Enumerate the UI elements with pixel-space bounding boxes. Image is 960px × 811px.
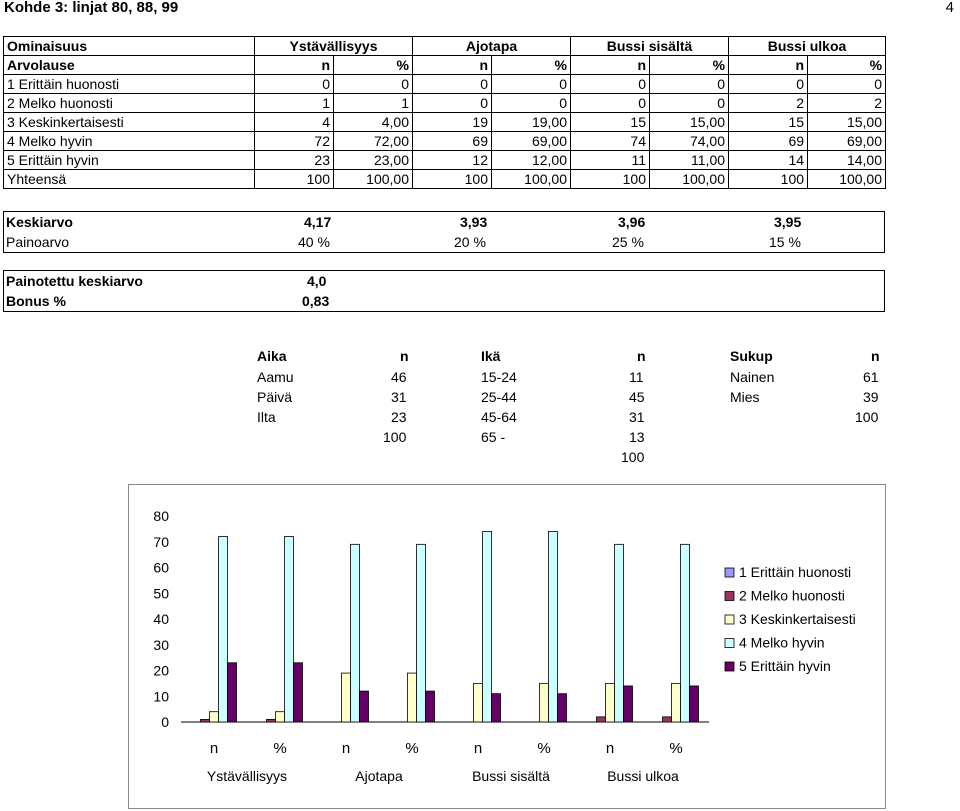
ika-value: 45 bbox=[629, 389, 645, 405]
table-cell: 11,00 bbox=[650, 151, 729, 170]
y-tick-label: 80 bbox=[153, 508, 169, 524]
table-header: Ominaisuus bbox=[4, 37, 255, 56]
legend-swatch bbox=[725, 592, 734, 601]
summary-box bbox=[3, 211, 885, 253]
table-row bbox=[4, 151, 886, 170]
ika-total: 100 bbox=[621, 449, 645, 465]
table-cell: 12,00 bbox=[492, 151, 571, 170]
table-cell: 74,00 bbox=[650, 132, 729, 151]
bar bbox=[690, 686, 699, 722]
y-tick-label: 60 bbox=[153, 559, 169, 576]
table-cell: 69 bbox=[413, 132, 492, 151]
keskiarvo-value: 4,17 bbox=[304, 214, 332, 230]
sukup-value: 39 bbox=[863, 389, 879, 405]
legend-label: 1 Erittäin huonosti bbox=[739, 564, 852, 580]
demographics bbox=[0, 348, 960, 468]
y-tick-label: 50 bbox=[153, 585, 169, 602]
results-table bbox=[3, 36, 886, 189]
y-tick-label: 20 bbox=[153, 662, 169, 679]
bar bbox=[408, 673, 417, 722]
table-cell: 72,00 bbox=[334, 132, 413, 151]
bar bbox=[681, 544, 690, 722]
bonus-label: Bonus % bbox=[6, 293, 66, 309]
bar bbox=[624, 686, 633, 722]
bar bbox=[474, 683, 483, 722]
weighted-box bbox=[3, 270, 885, 312]
table-cell: 1 bbox=[334, 94, 413, 113]
bar bbox=[492, 694, 501, 722]
legend-label: 5 Erittäin hyvin bbox=[739, 658, 831, 674]
bar bbox=[210, 712, 219, 722]
x-tick-label: % bbox=[537, 740, 551, 757]
table-cell: 2 bbox=[808, 94, 886, 113]
bar bbox=[267, 719, 276, 722]
table-cell: 4 bbox=[255, 113, 334, 132]
y-tick-label: 0 bbox=[161, 714, 169, 730]
bar bbox=[672, 683, 681, 722]
bar bbox=[351, 544, 360, 722]
table-row bbox=[4, 113, 886, 132]
painoarvo-value: 40 % bbox=[298, 234, 330, 250]
x-tick-label: % bbox=[405, 740, 419, 757]
aika-label: Päivä bbox=[257, 389, 293, 405]
table-subheader: n bbox=[413, 56, 492, 75]
table-cell: 100,00 bbox=[492, 170, 571, 189]
legend-label: 3 Keskinkertaisesti bbox=[739, 611, 856, 627]
table-header-row bbox=[4, 37, 886, 56]
ika-n-header: n bbox=[637, 348, 646, 364]
legend-swatch bbox=[725, 662, 734, 671]
keskiarvo-value: 3,96 bbox=[618, 214, 646, 230]
ika-value: 11 bbox=[629, 369, 644, 385]
aika-total: 100 bbox=[383, 429, 407, 445]
aika-value: 23 bbox=[391, 409, 407, 425]
bar bbox=[360, 691, 369, 722]
x-tick-label: n bbox=[341, 740, 351, 757]
sukup-n-header: n bbox=[871, 348, 880, 364]
group-label: Bussi ulkoa bbox=[607, 768, 679, 784]
legend-swatch bbox=[725, 568, 734, 577]
table-cell: 0 bbox=[571, 75, 650, 94]
table-cell: 0 bbox=[334, 75, 413, 94]
ika-value: 31 bbox=[629, 409, 645, 425]
keskiarvo-label: Keskiarvo bbox=[6, 214, 73, 230]
page-number: 4 bbox=[945, 0, 954, 16]
painoarvo-value: 15 % bbox=[769, 234, 801, 250]
bar bbox=[426, 691, 435, 722]
ika-label: 65 - bbox=[481, 429, 506, 445]
keskiarvo-value: 3,95 bbox=[774, 214, 802, 230]
table-cell: 15 bbox=[571, 113, 650, 132]
weighted-label: Painotettu keskiarvo bbox=[6, 273, 143, 289]
table-cell: 15,00 bbox=[650, 113, 729, 132]
table-cell: 12 bbox=[413, 151, 492, 170]
bar bbox=[540, 683, 549, 722]
x-tick-label: % bbox=[669, 740, 683, 757]
y-tick-label: 10 bbox=[153, 688, 169, 705]
bar bbox=[606, 683, 615, 722]
row-label: 1 Erittäin huonosti bbox=[4, 75, 255, 94]
y-tick-label: 40 bbox=[153, 611, 169, 627]
table-header: Bussi sisältä bbox=[571, 37, 729, 56]
aika-value: 46 bbox=[391, 369, 407, 385]
table-cell: 100,00 bbox=[334, 170, 413, 189]
painoarvo-label: Painoarvo bbox=[6, 234, 70, 250]
table-cell: 0 bbox=[413, 75, 492, 94]
group-label: Bussi sisältä bbox=[472, 768, 550, 784]
table-cell: 19 bbox=[413, 113, 492, 132]
x-tick-label: % bbox=[273, 740, 287, 757]
table-cell: 0 bbox=[571, 94, 650, 113]
table-subheader: % bbox=[492, 56, 571, 75]
table-cell: 23 bbox=[255, 151, 334, 170]
row-label: 3 Keskinkertaisesti bbox=[4, 113, 255, 132]
painoarvo-value: 25 % bbox=[612, 234, 644, 250]
table-cell: 100 bbox=[729, 170, 808, 189]
aika-label: Ilta bbox=[257, 409, 276, 425]
ika-label: 25-44 bbox=[481, 389, 517, 405]
keskiarvo-value: 3,93 bbox=[460, 214, 488, 230]
table-subheader: n bbox=[255, 56, 334, 75]
table-cell: 100 bbox=[571, 170, 650, 189]
legend-swatch bbox=[725, 615, 734, 624]
table-cell: 74 bbox=[571, 132, 650, 151]
row-label: 5 Erittäin hyvin bbox=[4, 151, 255, 170]
table-cell: 69 bbox=[729, 132, 808, 151]
x-tick-label: n bbox=[209, 740, 219, 757]
table-cell: 11 bbox=[571, 151, 650, 170]
results-chart bbox=[128, 484, 886, 809]
aika-value: 31 bbox=[391, 389, 407, 405]
table-cell: 0 bbox=[255, 75, 334, 94]
weighted-value: 4,0 bbox=[307, 273, 327, 289]
table-cell: 0 bbox=[492, 94, 571, 113]
sukup-label: Mies bbox=[730, 389, 760, 405]
table-cell: 0 bbox=[413, 94, 492, 113]
table-subheader: n bbox=[729, 56, 808, 75]
table-cell: 100,00 bbox=[650, 170, 729, 189]
table-cell: 100 bbox=[255, 170, 334, 189]
y-tick-label: 30 bbox=[153, 636, 169, 653]
table-cell: 14 bbox=[729, 151, 808, 170]
legend-label: 4 Melko hyvin bbox=[739, 634, 825, 651]
table-subheader: Arvolause bbox=[4, 56, 255, 75]
bar bbox=[483, 531, 492, 722]
painoarvo-value: 20 % bbox=[454, 234, 486, 250]
bar bbox=[276, 712, 285, 722]
sukup-value: 61 bbox=[863, 369, 879, 385]
bar bbox=[549, 531, 558, 722]
table-row bbox=[4, 94, 886, 113]
table-cell: 0 bbox=[729, 75, 808, 94]
group-label: Ystävällisyys bbox=[206, 768, 288, 784]
y-tick-label: 70 bbox=[153, 533, 169, 550]
ika-label: 15-24 bbox=[481, 369, 517, 385]
bonus-value: 0,83 bbox=[302, 293, 330, 309]
table-row bbox=[4, 75, 886, 94]
table-header: Bussi ulkoa bbox=[729, 37, 886, 56]
sukup-header: Sukup bbox=[730, 348, 773, 364]
table-cell: 69,00 bbox=[492, 132, 571, 151]
table-cell: 0 bbox=[492, 75, 571, 94]
table-cell: 2 bbox=[729, 94, 808, 113]
aika-header: Aika bbox=[257, 348, 287, 364]
row-label: 4 Melko hyvin bbox=[4, 132, 255, 151]
table-subheader: % bbox=[808, 56, 886, 75]
table-cell: 4,00 bbox=[334, 113, 413, 132]
table-cell: 15,00 bbox=[808, 113, 886, 132]
table-cell: 0 bbox=[650, 94, 729, 113]
table-cell: 15 bbox=[729, 113, 808, 132]
bar bbox=[615, 544, 624, 722]
ika-value: 13 bbox=[629, 429, 645, 445]
row-label: Yhteensä bbox=[4, 170, 255, 189]
sukup-label: Nainen bbox=[730, 369, 775, 385]
x-tick-label: n bbox=[473, 740, 483, 757]
table-subheader: n bbox=[571, 56, 650, 75]
aika-n-header: n bbox=[400, 348, 409, 364]
bar-chart-svg bbox=[129, 485, 885, 808]
table-cell: 100 bbox=[413, 170, 492, 189]
table-cell: 23,00 bbox=[334, 151, 413, 170]
table-subheader-row bbox=[4, 56, 886, 75]
group-label: Ajotapa bbox=[355, 768, 403, 784]
table-cell: 100,00 bbox=[808, 170, 886, 189]
page-title: Kohde 3: linjat 80, 88, 99 bbox=[4, 0, 179, 16]
table-cell: 0 bbox=[808, 75, 886, 94]
bar bbox=[597, 717, 606, 722]
table-row bbox=[4, 132, 886, 151]
table-cell: 1 bbox=[255, 94, 334, 113]
bar bbox=[201, 719, 210, 722]
table-header: Ystävällisyys bbox=[255, 37, 413, 56]
bar bbox=[558, 694, 567, 722]
row-label: 2 Melko huonosti bbox=[4, 94, 255, 113]
bar bbox=[663, 717, 672, 722]
table-cell: 0 bbox=[650, 75, 729, 94]
ika-header: Ikä bbox=[481, 348, 501, 364]
bar bbox=[342, 673, 351, 722]
table-header: Ajotapa bbox=[413, 37, 571, 56]
table-cell: 14,00 bbox=[808, 151, 886, 170]
table-cell: 19,00 bbox=[492, 113, 571, 132]
bar bbox=[417, 544, 426, 722]
bar bbox=[285, 537, 294, 722]
x-tick-label: n bbox=[605, 740, 615, 757]
table-row bbox=[4, 170, 886, 189]
table-cell: 72 bbox=[255, 132, 334, 151]
bar bbox=[228, 663, 237, 722]
ika-label: 45-64 bbox=[481, 409, 517, 425]
table-cell: 69,00 bbox=[808, 132, 886, 151]
bar bbox=[219, 537, 228, 722]
table-subheader: % bbox=[650, 56, 729, 75]
legend-label: 2 Melko huonosti bbox=[739, 587, 845, 604]
bar bbox=[294, 663, 303, 722]
aika-label: Aamu bbox=[257, 369, 294, 385]
table-subheader: % bbox=[334, 56, 413, 75]
legend-swatch bbox=[725, 639, 734, 648]
sukup-total: 100 bbox=[855, 409, 879, 425]
